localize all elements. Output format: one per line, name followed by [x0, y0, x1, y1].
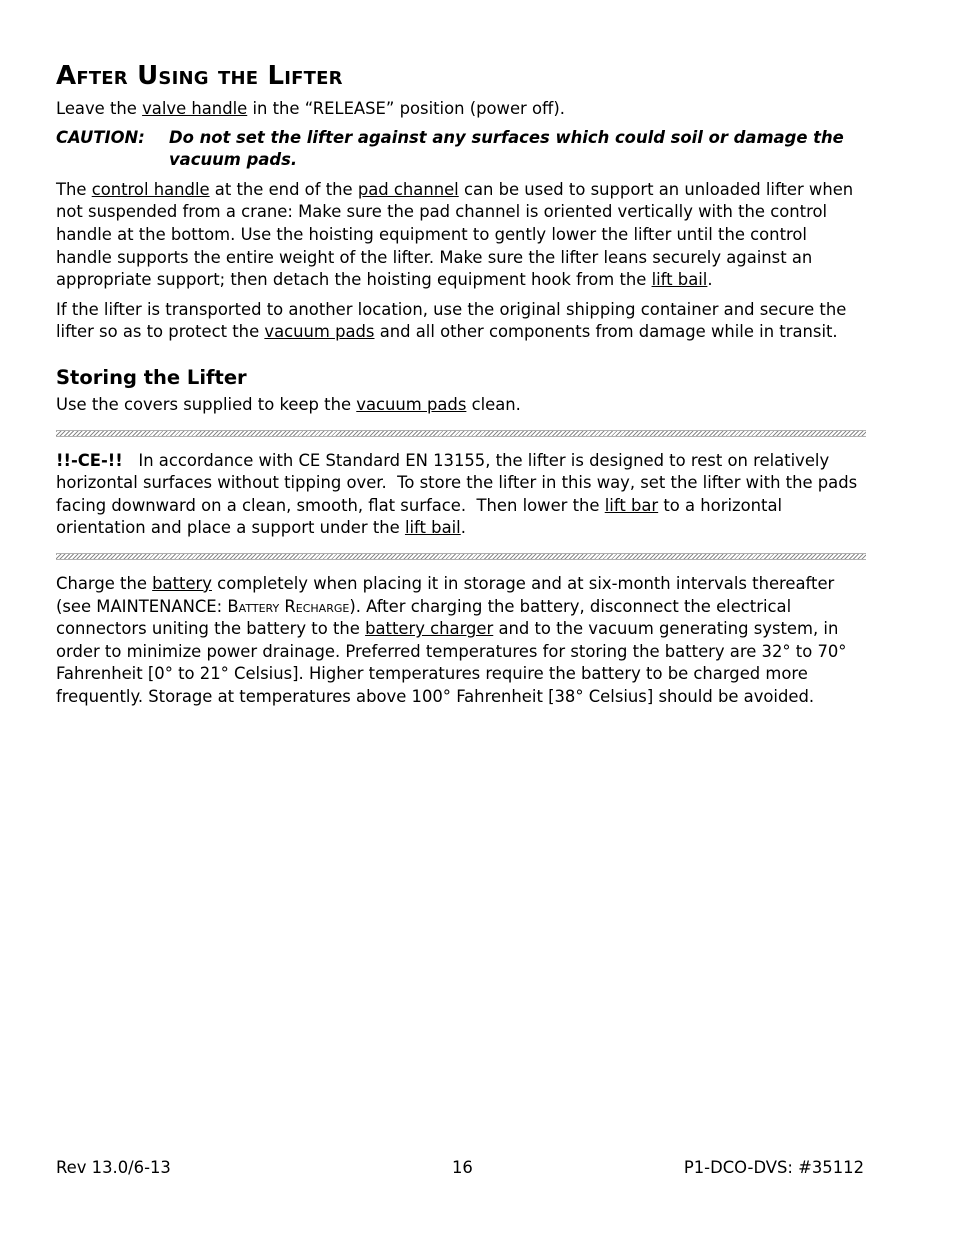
page-footer — [56, 1157, 864, 1179]
caution-label: CAUTION: — [56, 127, 145, 147]
term-control-handle: control handle — [91, 179, 210, 199]
paragraph-battery: Charge the battery completely when placing it in storage and at six-month intervals thereafter (see MAINTENANCE: Battery Recharge). After charging the battery, disconnect the electrical connectors uniting the battery to the battery charger and to the vacuum generating system, in order to minimize power drainage. Preferred temperatures for storing the battery are 32° to 70° Fahrenheit [0° to 21° Celsius]. Higher temperatures require the battery to be charged more frequently. Storage at temperatures above 100° Fahrenheit [38° Celsius] should be avoided. — [56, 573, 847, 706]
ce-label: !!-CE-!! — [56, 450, 123, 470]
cross-reference: Battery Recharge — [227, 596, 350, 616]
subsection-title: Storing the Lifter — [56, 365, 247, 389]
section-title: After Using the Lifter — [56, 61, 343, 91]
term-valve-handle: valve handle — [142, 99, 248, 118]
paragraph-valve-handle: Leave the valve handle in the “RELEASE” position (power off). — [56, 99, 565, 118]
footer-revision: Rev 13.0/6-13 — [56, 1158, 171, 1177]
ce-divider-top — [56, 430, 866, 437]
term-pad-channel: pad channel — [357, 179, 459, 199]
paragraph-transport: If the lifter is transported to another location, use the original shipping container and secure the lifter so as to protect the vacuum pads and all other components from damage while in transit. — [56, 299, 847, 342]
footer-page-number: 16 — [452, 1158, 473, 1177]
term-vacuum-pads-2: vacuum pads — [356, 394, 467, 414]
term-battery: battery — [152, 573, 212, 593]
paragraph-control-handle: The control handle at the end of the pad channel can be used to support an unloaded lifter when not suspended from a crane: Make sure the pad channel is oriented vertically with the control handle at the bottom. Use the hoisting equipment to gently lower the lifter until the control handle supports the entire weight of the lifter. Make sure the lifter leans securely against an appropriate support; then detach the hoisting equipment hook from the lift bail. — [56, 179, 854, 290]
term-lift-bar: lift bar — [604, 495, 659, 515]
document-body — [56, 58, 866, 708]
caution-text: Do not set the lifter against any surfaces which could soil or damage the vacuum pads. — [169, 127, 844, 170]
ce-divider-bottom — [56, 553, 866, 560]
term-lift-bail: lift bail — [651, 270, 708, 290]
footer-document-id: P1-DCO-DVS: #35112 — [683, 1158, 864, 1177]
term-lift-bail-2: lift bail — [404, 518, 461, 538]
term-vacuum-pads: vacuum pads — [264, 322, 375, 342]
term-battery-charger: battery charger — [365, 619, 494, 639]
paragraph-covers: Use the covers supplied to keep the vacuum pads clean. — [56, 394, 521, 414]
caution-note — [56, 127, 866, 172]
ce-notice: !!-CE-!! In accordance with CE Standard EN 13155, the lifter is designed to rest on relatively horizontal surfaces without tipping over. To store the lifter in this way, set the lifter with the pads facing downward on a clean, smooth, flat surface. Then lower the lift bar to a horizontal orientation and place a support under the lift bail. — [56, 450, 863, 538]
